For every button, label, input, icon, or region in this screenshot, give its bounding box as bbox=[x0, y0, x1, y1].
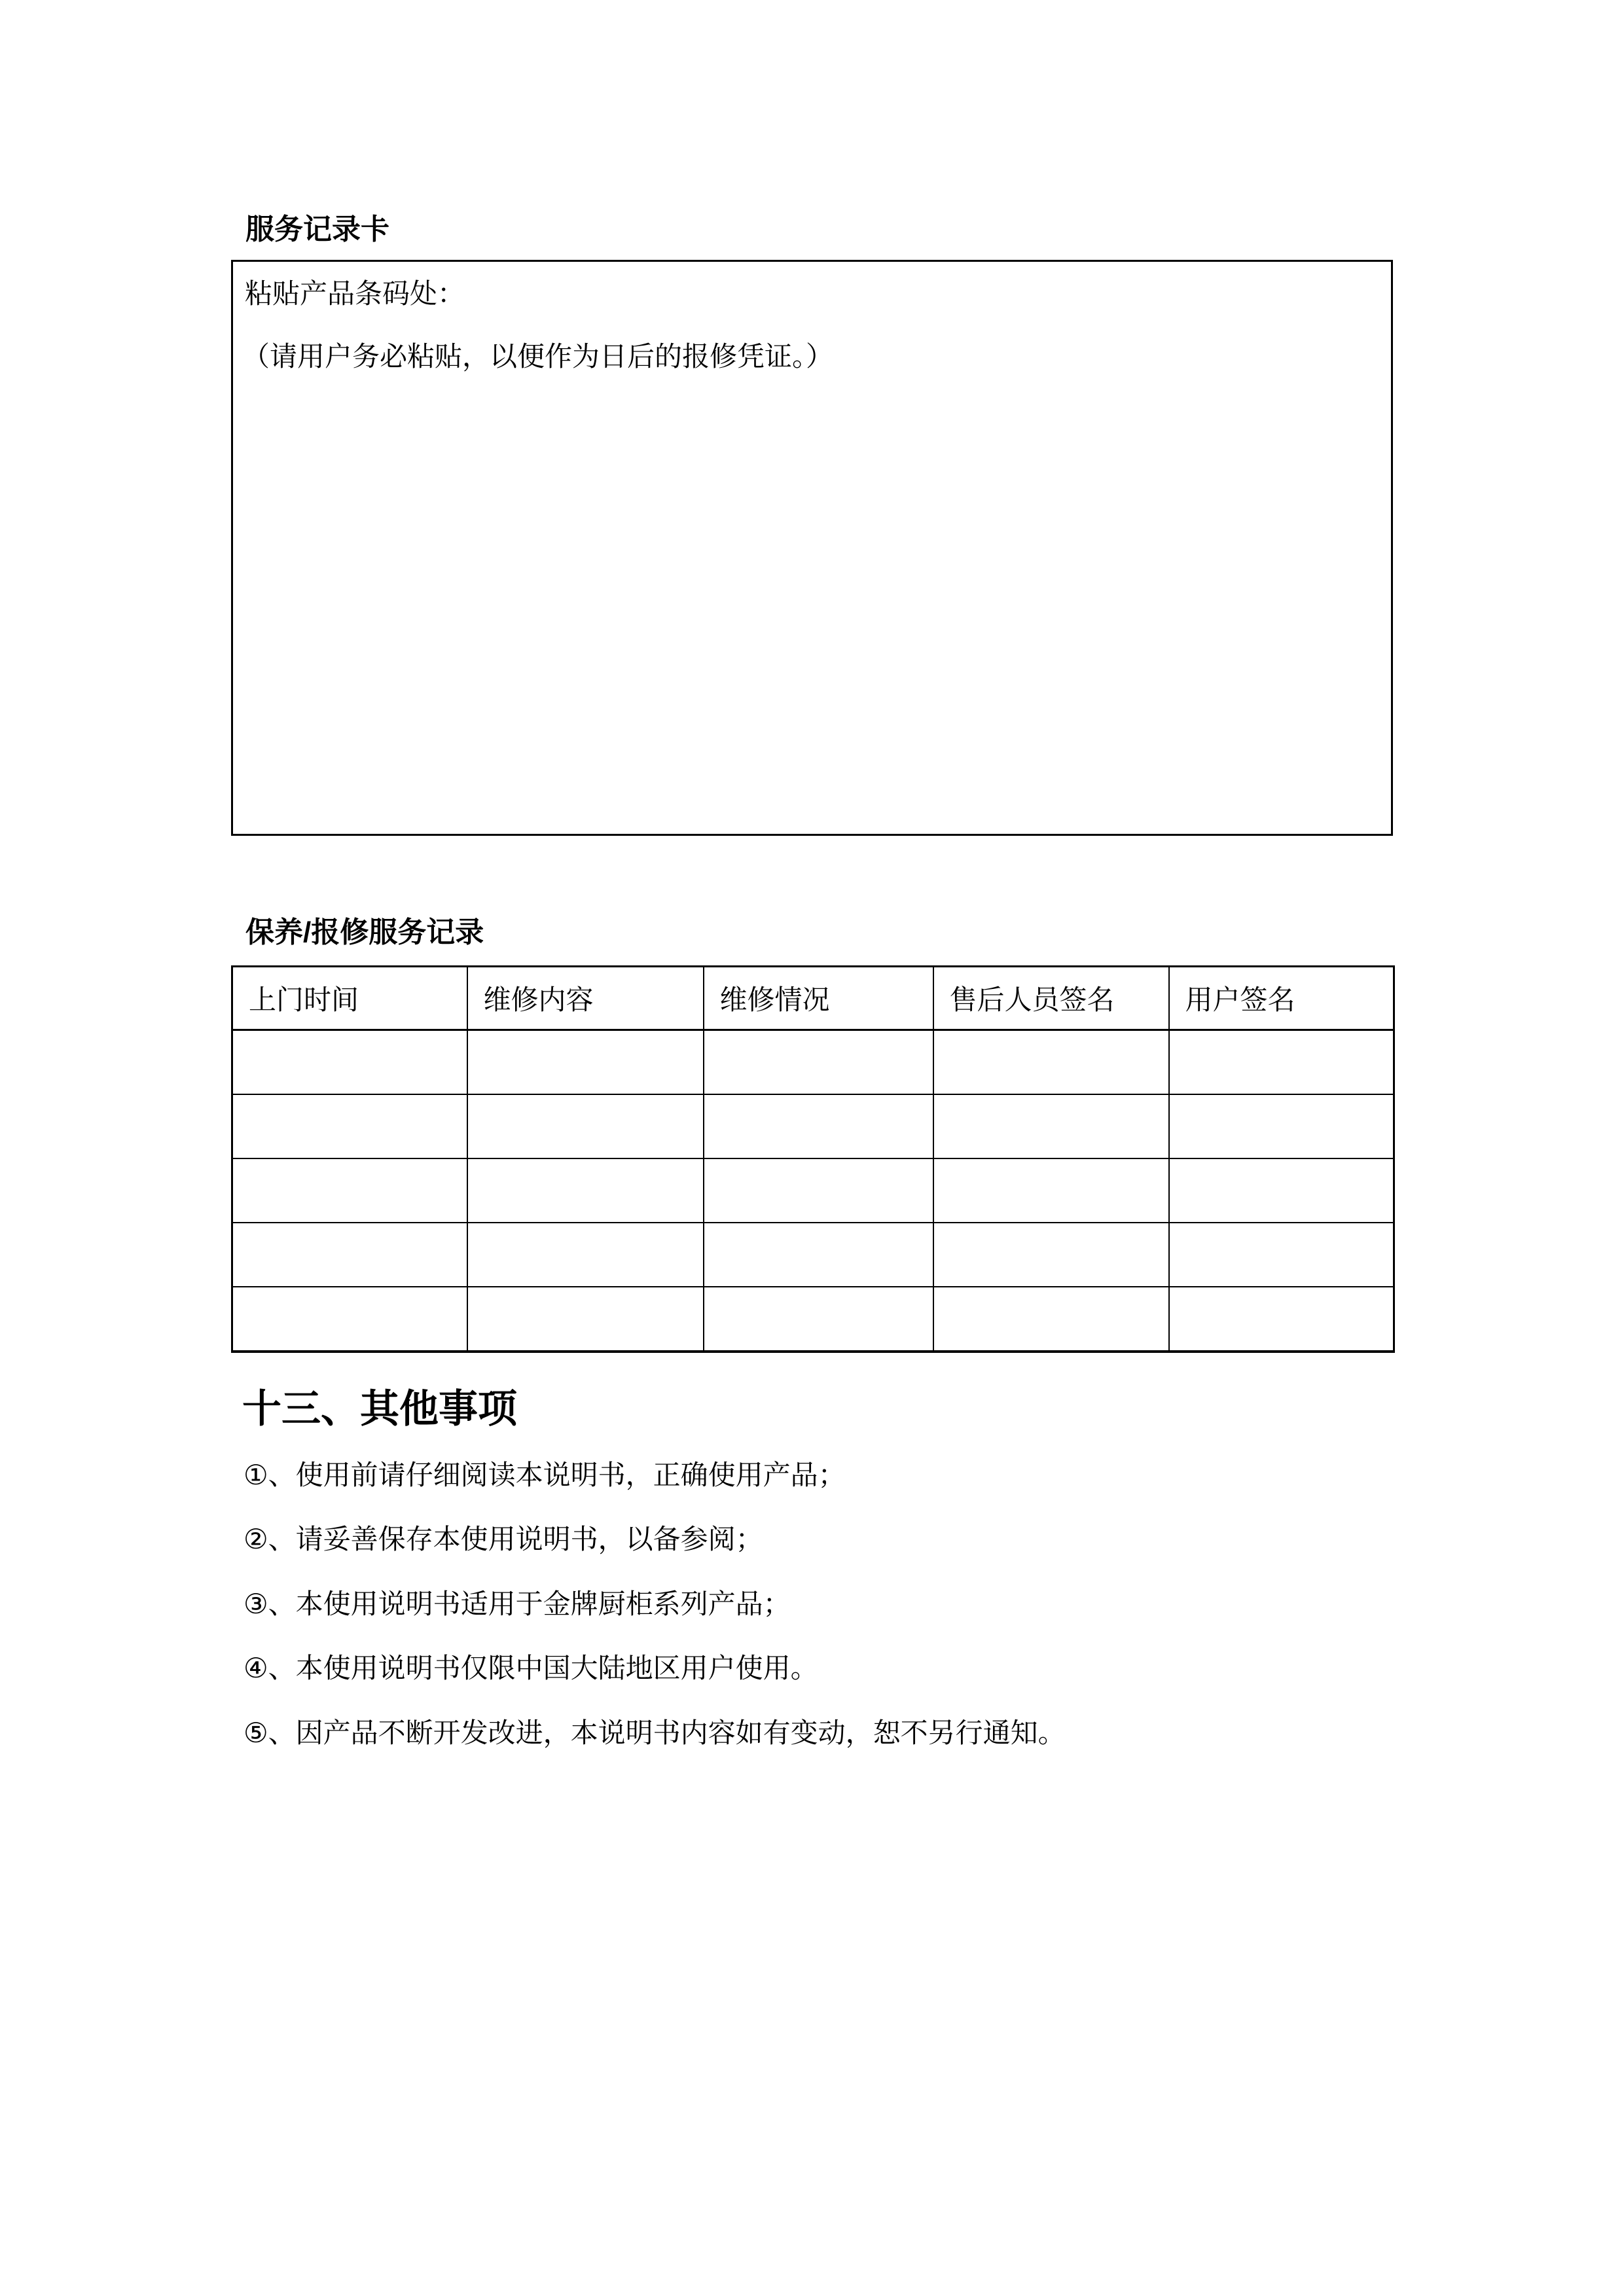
table-cell bbox=[933, 1094, 1169, 1158]
table-row bbox=[232, 1094, 1394, 1158]
table-row bbox=[232, 1030, 1394, 1095]
service-record-table bbox=[231, 965, 1395, 1353]
barcode-box-note: （请用户务必粘贴，以便作为日后的报修凭证。） bbox=[242, 341, 834, 372]
table-cell bbox=[704, 1158, 933, 1223]
table-cell bbox=[1169, 1030, 1394, 1095]
other-matters-heading: 十三、其他事项 bbox=[242, 1387, 517, 1431]
table-cell bbox=[933, 1030, 1169, 1095]
table-cell bbox=[467, 1094, 704, 1158]
table-row bbox=[232, 1158, 1394, 1223]
table-cell bbox=[1169, 1287, 1394, 1352]
table-cell bbox=[704, 1030, 933, 1095]
table-cell bbox=[232, 1158, 467, 1223]
table-cell bbox=[1169, 1223, 1394, 1287]
table-row bbox=[232, 1223, 1394, 1287]
barcode-paste-box bbox=[231, 260, 1393, 836]
other-matters-item: ②、请妥善保存本使用说明书，以备参阅； bbox=[244, 1524, 763, 1555]
table-cell bbox=[467, 1287, 704, 1352]
service-record-title: 保养/报修服务记录 bbox=[245, 916, 484, 948]
table-cell bbox=[467, 1223, 704, 1287]
other-matters-item: ③、本使用说明书适用于金牌厨柜系列产品； bbox=[244, 1588, 791, 1619]
other-matters-list bbox=[244, 1459, 1066, 1749]
table-cell bbox=[933, 1223, 1169, 1287]
table-cell bbox=[232, 1223, 467, 1287]
table-cell bbox=[467, 1158, 704, 1223]
column-header: 用户签名 bbox=[1169, 967, 1394, 1030]
column-header: 维修内容 bbox=[467, 967, 704, 1030]
table-cell bbox=[467, 1030, 704, 1095]
table-cell bbox=[232, 1287, 467, 1352]
table-cell bbox=[704, 1223, 933, 1287]
column-header: 维修情况 bbox=[704, 967, 933, 1030]
table-cell bbox=[1169, 1094, 1394, 1158]
column-header: 售后人员签名 bbox=[933, 967, 1169, 1030]
table-cell bbox=[232, 1030, 467, 1095]
table-header-row bbox=[232, 967, 1394, 1030]
table-cell bbox=[704, 1287, 933, 1352]
table-row bbox=[232, 1287, 1394, 1352]
table-cell bbox=[1169, 1158, 1394, 1223]
table-body bbox=[232, 1030, 1394, 1352]
table-cell bbox=[704, 1094, 933, 1158]
service-card-title: 服务记录卡 bbox=[245, 213, 389, 245]
barcode-box-instruction: 粘贴产品条码处： bbox=[245, 278, 465, 309]
other-matters-item: ⑤、因产品不断开发改进，本说明书内容如有变动，恕不另行通知。 bbox=[244, 1717, 1066, 1748]
table-cell bbox=[933, 1287, 1169, 1352]
other-matters-item: ①、使用前请仔细阅读本说明书，正确使用产品； bbox=[244, 1460, 846, 1490]
table-cell bbox=[933, 1158, 1169, 1223]
table-cell bbox=[232, 1094, 467, 1158]
other-matters-item: ④、本使用说明书仅限中国大陆地区用户使用。 bbox=[244, 1653, 818, 1684]
column-header: 上门时间 bbox=[232, 967, 467, 1030]
